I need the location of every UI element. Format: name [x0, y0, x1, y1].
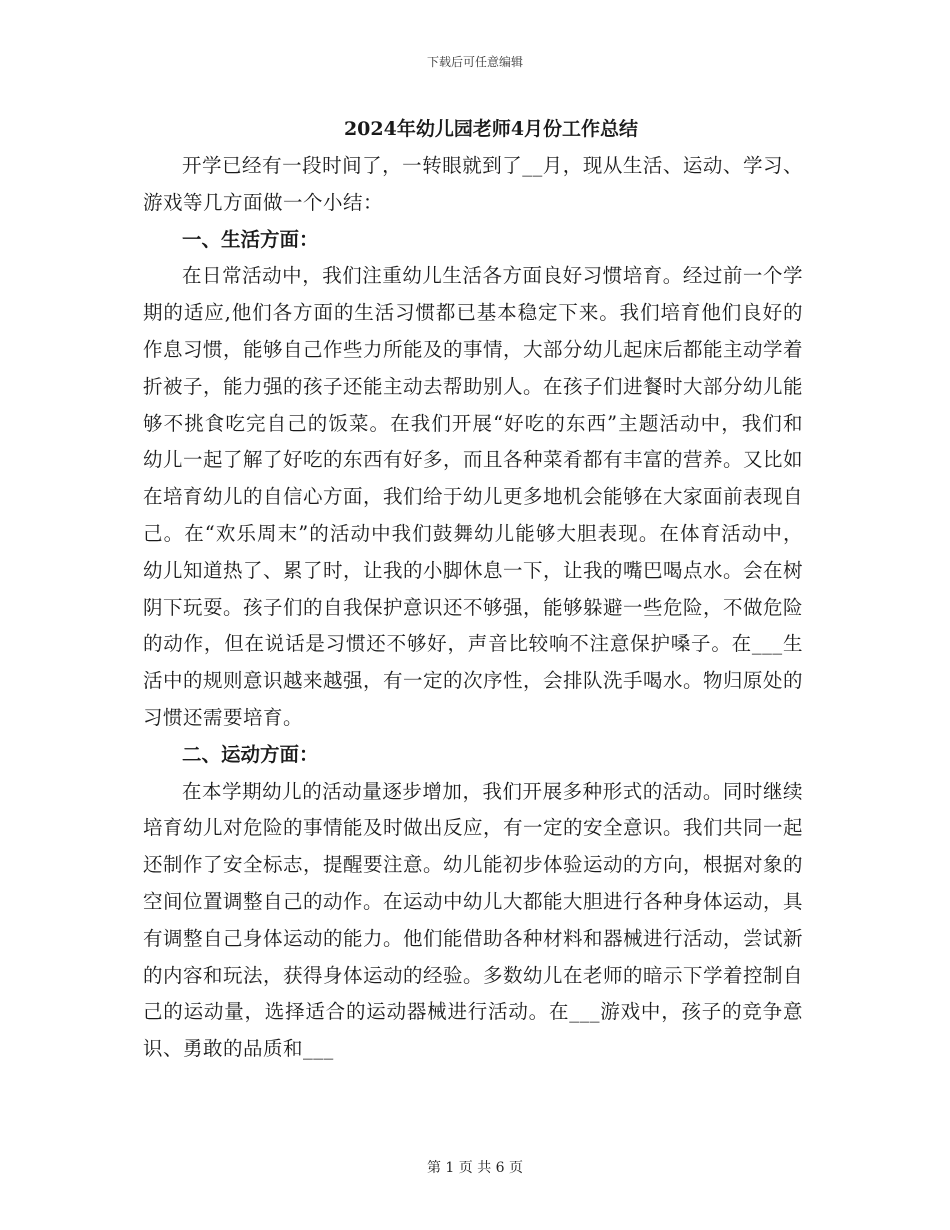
document-body: [143, 110, 803, 1068]
page-header-note: 下载后可任意编辑: [426, 55, 523, 69]
section-heading-life: 一、生活方面：: [182, 227, 319, 251]
section-body-sports: 在本学期幼儿的活动量逐步增加，我们开展多种形式的活动。同时继续培育幼儿对危险的事情能及时做出反应，有一定的安全意识。我们共同一起还制作了安全标志，提醒要注意。幼儿能初步体验运动的方向，根据对象的空间位置调整自己的动作。在运动中幼儿大都能大胆进行各种身体运动，具有调整自己身体运动的能力。他们能借助各种材料和器械进行活动，尝试新的内容和玩法，获得身体运动的经验。多数幼儿在老师的暗示下学着控制自己的运动量，选择适合的运动器械进行活动。在___游戏中，孩子的竞争意识、勇敢的品质和___: [143, 779, 804, 1061]
section-heading-sports: 二、运动方面：: [182, 742, 319, 766]
intro-paragraph: 开学已经有一段时间了，一转眼就到了__月，现从生活、运动、学习、游戏等几方面做一个小结：: [143, 154, 803, 214]
page-number: 第 1 页 共 6 页: [426, 1160, 524, 1176]
document-title: 2024年幼儿园老师4月份工作总结: [343, 118, 639, 140]
section-body-life: 在日常活动中，我们注重幼儿生活各方面良好习惯培育。经过前一个学期的适应,他们各方面的生活习惯都已基本稳定下来。我们培育他们良好的作息习惯，能够自己作些力所能及的事情，大部分幼儿起床后都能主动学着折被子，能力强的孩子还能主动去帮助别人。在孩子们进餐时大部分幼儿能够不挑食吃完自己的饭菜。在我们开展“好吃的东西”主题活动中，我们和幼儿一起了解了好吃的东西有好多，而且各种菜肴都有丰富的营养。又比如在培育幼儿的自信心方面，我们给于幼儿更多地机会能够在大家面前表现自己。在“欢乐周末”的活动中我们鼓舞幼儿能够大胆表现。在体育活动中，幼儿知道热了、累了时，让我的小脚休息一下，让我的嘴巴喝点水。会在树阴下玩耍。孩子们的自我保护意识还不够强，能够躲避一些危险，不做危险的动作，但在说话是习惯还不够好，声音比较响不注意保护嗓子。在___生活中的规则意识越来越强，有一定的次序性，会排队洗手喝水。物归原处的习惯还需要培育。: [143, 264, 804, 729]
